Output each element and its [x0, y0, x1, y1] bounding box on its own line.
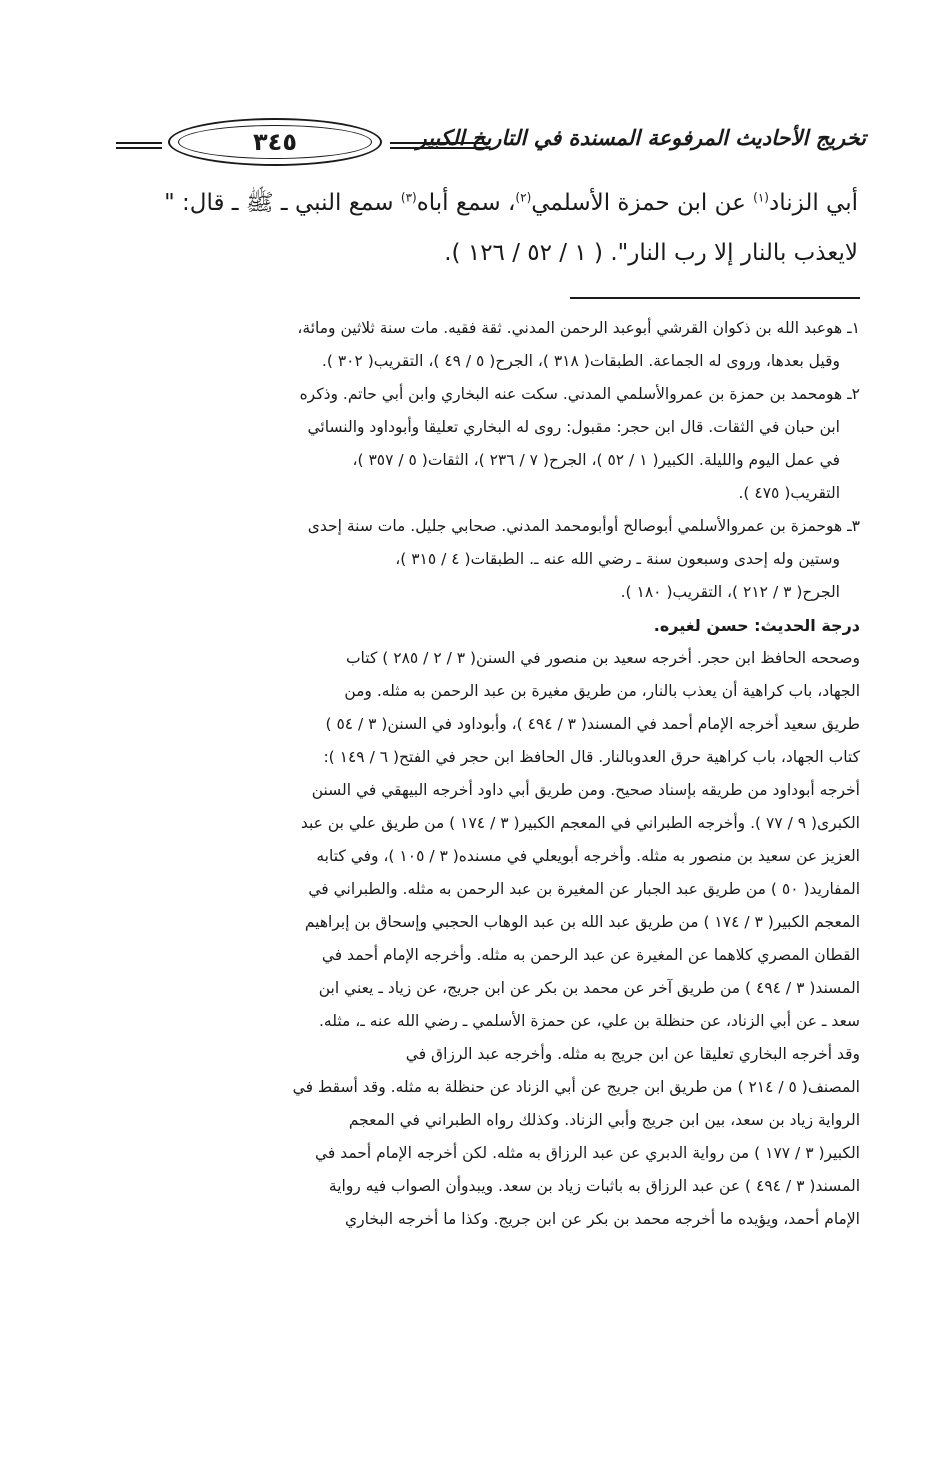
commentary-line: سعد ـ عن أبي الزناد، عن حنظلة بن علي، عن حمزة الأسلمي ـ رضي الله عنه ـ، مثله. — [318, 1012, 860, 1030]
footnote-line: ٣ـ هوحمزة بن عمروالأسلمي أبوصالح أوأبومحمد المدني. صحابي جليل. مات سنة إحدى — [307, 517, 860, 535]
text-segment: ، سمع أباه — [416, 190, 516, 216]
commentary-line: الإمام أحمد، ويؤيده ما أخرجه محمد بن بكر عن ابن جريج. وكذا ما أخرجه البخاري — [345, 1210, 860, 1228]
footnote-line: وقيل بعدها، وروى له الجماعة. الطبقات( ٣١٨ )، الجرح( ٥ / ٤٩ )، التقريب( ٣٠٢ ). — [321, 352, 840, 370]
commentary-line: القطان المصري كلاهما عن المغيرة عن عبد الرحمن به مثله. وأخرجه الإمام أحمد في — [321, 946, 860, 964]
commentary-line: الجهاد، باب كراهية أن يعذب بالنار، من طريق مغيرة بن عبد الرحمن به مثله. ومن — [344, 682, 860, 700]
commentary-line: وصححه الحافظ ابن حجر. أخرجه سعيد بن منصور في السنن( ٣ / ٢ / ٢٨٥ ) كتاب — [345, 649, 860, 667]
header-rule-left — [116, 142, 162, 149]
hadith-text — [118, 178, 858, 278]
commentary-line: المصنف( ٥ / ٢١٤ ) من طريق ابن جريج عن أبي الزناد عن حنظلة به مثله. وقد أسقط في — [292, 1078, 860, 1096]
hadith-line-1 — [118, 178, 858, 228]
footnote-3 — [112, 510, 860, 609]
commentary-line: الكبرى( ٩ / ٧٧ ). وأخرجه الطبراني في المعجم الكبير( ٣ / ١٧٤ ) من طريق علي بن عبد — [300, 814, 860, 832]
commentary-line: الرواية زياد بن سعد، بين ابن جريج وأبي الزناد. وكذلك رواه الطبراني في المعجم — [348, 1111, 860, 1129]
text-segment: سمع النبي ـ ﷺ ـ قال: " — [164, 190, 401, 216]
commentary-line: المسند( ٣ / ٤٩٤ ) من طريق آخر عن محمد بن بكر عن ابن جريج، عن زياد ـ يعني ابن — [318, 979, 860, 997]
footnote-line: الجرح( ٣ / ٢١٢ )، التقريب( ١٨٠ ). — [620, 583, 840, 601]
hadith-line-2: لايعذب بالنار إلا رب النار". ( ١ / ٥٢ / ١٢٦ ). — [444, 240, 858, 266]
commentary-line: أخرجه أبوداود من طريقه بإسناد صحيح. ومن طريق أبي داود أخرجه البيهقي في السنن — [311, 781, 860, 799]
footnote-ref-3: (٣) — [400, 190, 417, 205]
footnote-line: ١ـ هوعبد الله بن ذكوان القرشي أبوعبد الرحمن المدني. ثقة فقيه. مات سنة ثلاثين ومائة، — [297, 319, 860, 337]
commentary-line: العزيز عن سعيد بن منصور به مثله. وأخرجه أبويعلي في مسنده( ٣ / ١٠٥ )، وفي كتابه — [316, 847, 860, 865]
book-page — [108, 0, 868, 1482]
commentary-line: المعجم الكبير( ٣ / ١٧٤ ) من طريق عبد الله بن عبد الوهاب الحجبي وإسحاق بن إبراهيم — [304, 913, 860, 931]
page-header — [108, 112, 868, 172]
footnote-line: ٢ـ هومحمد بن حمزة بن عمروالأسلمي المدني. سكت عنه البخاري وابن أبي حاتم. وذكره — [299, 385, 860, 403]
page-number: ٣٤٥ — [253, 128, 297, 156]
page-number-badge — [168, 118, 382, 166]
commentary — [112, 642, 860, 1236]
commentary-line: المفاريد( ٥٠ ) من طريق عبد الجبار عن المغيرة بن عبد الرحمن به مثله. والطبراني في — [308, 880, 860, 898]
text-segment: عن ابن حمزة الأسلمي — [531, 190, 754, 216]
commentary-line: كتاب الجهاد، باب كراهية حرق العدوبالنار. قال الحافظ ابن حجر في الفتح( ٦ / ١٤٩ ): — [323, 748, 860, 766]
footnote-2 — [112, 378, 860, 510]
footnote-line: التقريب( ٤٧٥ ). — [738, 484, 840, 502]
running-title: تخريج الأحاديث المرفوعة المسندة في التاريخ الكبير — [416, 126, 866, 150]
footnote-ref-2: (٢) — [515, 190, 532, 205]
text-segment: أبي الزناد — [768, 190, 858, 216]
footnote-line: وستين وله إحدى وسبعون سنة ـ رضي الله عنه ـ. الطبقات( ٤ / ٣١٥ )، — [395, 550, 840, 568]
header-rule-right — [390, 142, 490, 149]
footnote-line: في عمل اليوم والليلة. الكبير( ١ / ٥٢ )، الجرح( ٧ / ٢٣٦ )، الثقات( ٥ / ٣٥٧ )، — [352, 451, 840, 469]
commentary-line: وقد أخرجه البخاري تعليقا عن ابن جريج به مثله. وأخرجه عبد الرزاق في — [405, 1045, 860, 1063]
footnote-separator — [570, 297, 860, 299]
commentary-line: المسند( ٣ / ٤٩٤ ) عن عبد الرزاق به باثبات زياد بن سعد. ويبدوأن الصواب فيه رواية — [328, 1177, 860, 1195]
footnotes — [112, 312, 860, 1236]
footnote-line: ابن حبان في الثقات. قال ابن حجر: مقبول: روى له البخاري تعليقا وأبوداود والنسائي — [307, 418, 840, 436]
commentary-line: الكبير( ٣ / ١٧٧ ) من رواية الدبري عن عبد الرزاق به مثله. لكن أخرجه الإمام أحمد في — [314, 1144, 860, 1162]
footnote-ref-1: (١) — [753, 190, 769, 205]
commentary-line: طريق سعيد أخرجه الإمام أحمد في المسند( ٣ / ٤٩٤ )، وأبوداود في السنن( ٣ / ٥٤ ) — [325, 715, 860, 733]
hadith-grade: درجة الحديث: حسن لغيره. — [653, 616, 860, 635]
footnote-1 — [112, 312, 860, 378]
